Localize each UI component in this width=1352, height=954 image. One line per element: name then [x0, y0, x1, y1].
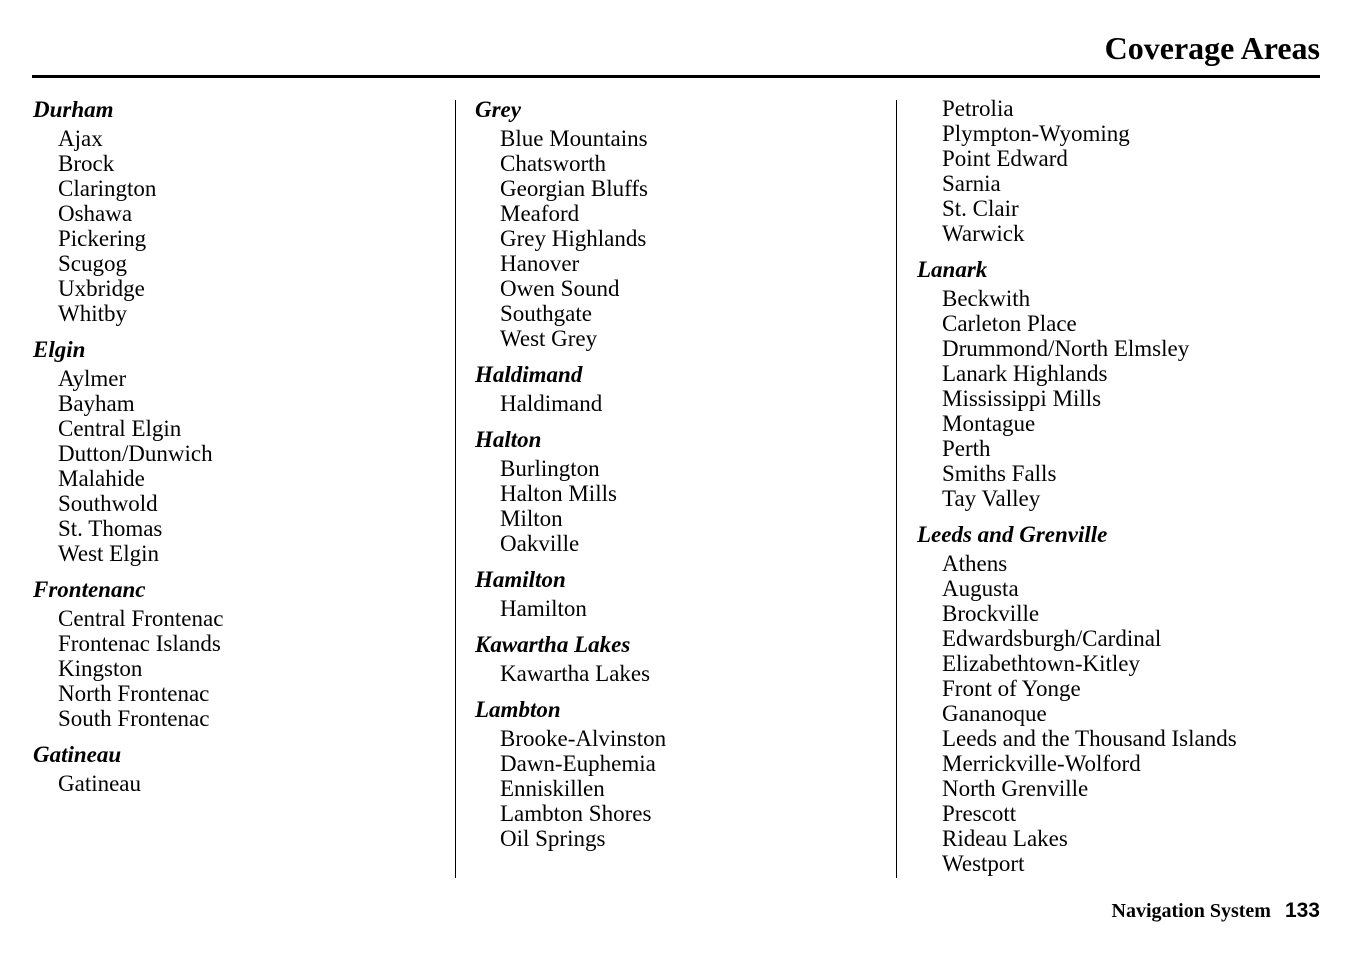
list-item: Dawn-Euphemia	[500, 751, 656, 776]
list-item: St. Clair	[942, 196, 1019, 221]
region-heading: Elgin	[33, 337, 86, 362]
list-item: Enniskillen	[500, 776, 605, 801]
list-item: Lambton Shores	[500, 801, 652, 826]
region-item-list	[475, 726, 885, 851]
region-block	[475, 631, 885, 686]
list-item: Milton	[500, 506, 563, 531]
list-item: Hanover	[500, 251, 580, 276]
list-item: Grey Highlands	[500, 226, 647, 251]
page-title: Coverage Areas	[1104, 30, 1320, 66]
region-heading: Kawartha Lakes	[475, 632, 631, 657]
list-item: Augusta	[942, 576, 1019, 601]
column-3	[917, 96, 1337, 886]
list-item: Plympton-Wyoming	[942, 121, 1130, 146]
list-item: Athens	[942, 551, 1008, 576]
list-item: Kingston	[58, 656, 143, 681]
list-item: Elizabethtown-Kitley	[942, 651, 1140, 676]
list-item: Blue Mountains	[500, 126, 648, 151]
list-item: Oakville	[500, 531, 580, 556]
list-item: Montague	[942, 411, 1036, 436]
list-item: Petrolia	[942, 96, 1014, 121]
list-item: Owen Sound	[500, 276, 620, 301]
region-heading: Frontenanc	[33, 577, 146, 602]
list-item: Sarnia	[942, 171, 1001, 196]
region-block	[475, 96, 885, 351]
list-item: Chatsworth	[500, 151, 607, 176]
region-item-list	[475, 391, 885, 416]
list-item: Leeds and the Thousand Islands	[942, 726, 1237, 751]
list-item: Drummond/North Elmsley	[942, 336, 1190, 361]
list-item: Scugog	[58, 251, 127, 276]
column-divider	[896, 100, 897, 878]
list-item: Oshawa	[58, 201, 133, 226]
list-item: Whitby	[58, 301, 127, 326]
list-item: Dutton/Dunwich	[58, 441, 213, 466]
list-item: Frontenac Islands	[58, 631, 221, 656]
list-item: Tay Valley	[942, 486, 1041, 511]
column-1	[33, 96, 443, 806]
region-heading: Hamilton	[475, 567, 566, 592]
list-item: North Frontenac	[58, 681, 210, 706]
list-item: Brooke-Alvinston	[500, 726, 667, 751]
list-item: Oil Springs	[500, 826, 606, 851]
list-item: Smiths Falls	[942, 461, 1057, 486]
region-block	[917, 521, 1337, 876]
list-item: Burlington	[500, 456, 600, 481]
list-item: Malahide	[58, 466, 145, 491]
region-heading: Durham	[33, 97, 114, 122]
page-number: 133	[1284, 899, 1320, 922]
region-block	[917, 256, 1337, 511]
region-item-list	[475, 126, 885, 351]
list-item: Meaford	[500, 201, 580, 226]
list-item: Edwardsburgh/Cardinal	[942, 626, 1162, 651]
list-item: Halton Mills	[500, 481, 617, 506]
list-item: Rideau Lakes	[942, 826, 1068, 851]
list-item: South Frontenac	[58, 706, 210, 731]
footer-label: Navigation System	[1111, 900, 1271, 922]
region-block	[33, 576, 443, 731]
region-item-list	[475, 456, 885, 556]
region-block	[33, 741, 443, 796]
list-item: Clarington	[58, 176, 157, 201]
region-heading: Lanark	[917, 257, 988, 282]
region-block	[917, 96, 1337, 246]
region-block	[475, 361, 885, 416]
list-item: Central Elgin	[58, 416, 182, 441]
region-item-list	[33, 366, 443, 566]
list-item: Lanark Highlands	[942, 361, 1108, 386]
column-divider	[455, 100, 456, 878]
list-item: West Elgin	[58, 541, 159, 566]
list-item: St. Thomas	[58, 516, 163, 541]
region-block	[475, 696, 885, 851]
list-item: Uxbridge	[58, 276, 145, 301]
region-item-list	[33, 606, 443, 731]
list-item: Haldimand	[500, 391, 603, 416]
list-item: Aylmer	[58, 366, 127, 391]
list-item: Gatineau	[58, 771, 142, 796]
list-item: North Grenville	[942, 776, 1089, 801]
region-block	[475, 426, 885, 556]
list-item: Gananoque	[942, 701, 1047, 726]
region-block	[475, 566, 885, 621]
region-block	[33, 336, 443, 566]
list-item: Front of Yonge	[942, 676, 1081, 701]
region-heading: Lambton	[475, 697, 561, 722]
region-item-list	[33, 126, 443, 326]
region-item-list	[917, 286, 1337, 511]
region-block	[33, 96, 443, 326]
title-rule	[32, 75, 1320, 78]
column-2	[475, 96, 885, 861]
region-item-list	[917, 96, 1337, 246]
list-item: West Grey	[500, 326, 598, 351]
list-item: Mississippi Mills	[942, 386, 1102, 411]
list-item: Southwold	[58, 491, 158, 516]
region-item-list	[917, 551, 1337, 876]
list-item: Ajax	[58, 126, 103, 151]
list-item: Pickering	[58, 226, 147, 251]
region-item-list	[475, 596, 885, 621]
list-item: Kawartha Lakes	[500, 661, 651, 686]
region-heading: Leeds and Grenville	[917, 522, 1108, 547]
list-item: Merrickville-Wolford	[942, 751, 1141, 776]
list-item: Prescott	[942, 801, 1017, 826]
list-item: Hamilton	[500, 596, 587, 621]
list-item: Warwick	[942, 221, 1025, 246]
list-item: Central Frontenac	[58, 606, 224, 631]
list-item: Southgate	[500, 301, 592, 326]
region-heading: Grey	[475, 97, 521, 122]
region-heading: Halton	[475, 427, 542, 452]
list-item: Carleton Place	[942, 311, 1077, 336]
list-item: Perth	[942, 436, 991, 461]
list-item: Beckwith	[942, 286, 1031, 311]
list-item: Brock	[58, 151, 115, 176]
region-item-list	[33, 771, 443, 796]
list-item: Westport	[942, 851, 1025, 876]
list-item: Brockville	[942, 601, 1040, 626]
list-item: Georgian Bluffs	[500, 176, 648, 201]
region-item-list	[475, 661, 885, 686]
page-footer	[1112, 899, 1321, 923]
region-heading: Gatineau	[33, 742, 122, 767]
region-heading: Haldimand	[475, 362, 583, 387]
list-item: Point Edward	[942, 146, 1068, 171]
list-item: Bayham	[58, 391, 135, 416]
